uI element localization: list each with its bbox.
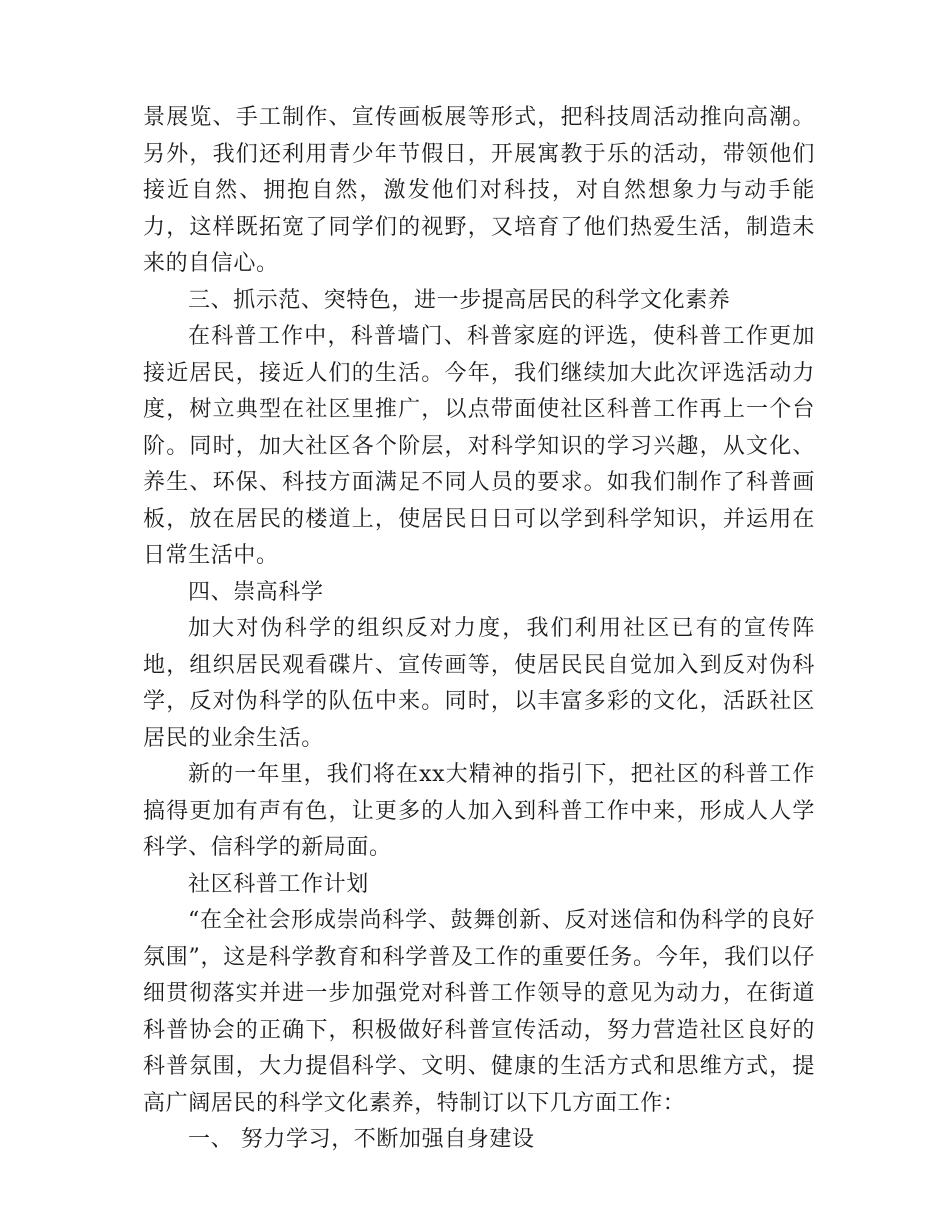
paragraph: “在全社会形成崇尚科学、鼓舞创新、反对迷信和伪科学的良好氛围”，这是科学教育和科学普及工作的重要任务。今年，我们以仔细贯彻落实并进一步加强党对科普工作领导的意见为动力，在街道科普协会的正确下，积极做好科普宣传活动，努力营造社区良好的科普氛围，大力提倡科学、文明、健康的生活方式和思维方式，提高广阔居民的科学文化素养，特制订以下几方面工作： bbox=[143, 908, 815, 1116]
document-title: 社区科普工作计划 bbox=[188, 871, 369, 897]
section-heading-4: 四、崇高科学 bbox=[188, 579, 324, 605]
document-body bbox=[143, 100, 815, 1159]
paragraph: 在科普工作中，科普墙门、科普家庭的评选，使科普工作更加接近居民，接近人们的生活。今年，我们继续加大此次评选活动力度，树立典型在社区里推广，以点带面使社区科普工作再上一个台阶。同时，加大社区各个阶层，对科学知识的学习兴趣，从文化、养生、环保、科技方面满足不同人员的要求。如我们制作了科普画板，放在居民的楼道上，使居民日日可以学到科学知识，并运用在日常生活中。 bbox=[143, 324, 815, 568]
section-heading-3: 三、抓示范、突特色，进一步提高居民的科学文化素养 bbox=[188, 287, 731, 313]
paragraph: 加大对伪科学的组织反对力度，我们利用社区已有的宣传阵地，组织居民观看碟片、宣传画等，使居民民自觉加入到反对伪科学，反对伪科学的队伍中来。同时，以丰富多彩的文化，活跃社区居民的业余生活。 bbox=[143, 616, 815, 751]
paragraph: 新的一年里，我们将在xx大精神的指引下，把社区的科普工作搞得更加有声有色，让更多的人加入到科普工作中来，形成人人学科学、信科学的新局面。 bbox=[143, 762, 815, 860]
section-heading-1: 一、 努力学习，不断加强自身建设 bbox=[188, 1127, 535, 1152]
paragraph-continued: 景展览、手工制作、宣传画板展等形式，把科技周活动推向高潮。另外，我们还利用青少年节假日，开展寓教于乐的活动，带领他们接近自然、拥抱自然，激发他们对科技，对自然想象力与动手能力，这样既拓宽了同学们的视野，又培育了他们热爱生活，制造未来的自信心。 bbox=[143, 105, 815, 276]
